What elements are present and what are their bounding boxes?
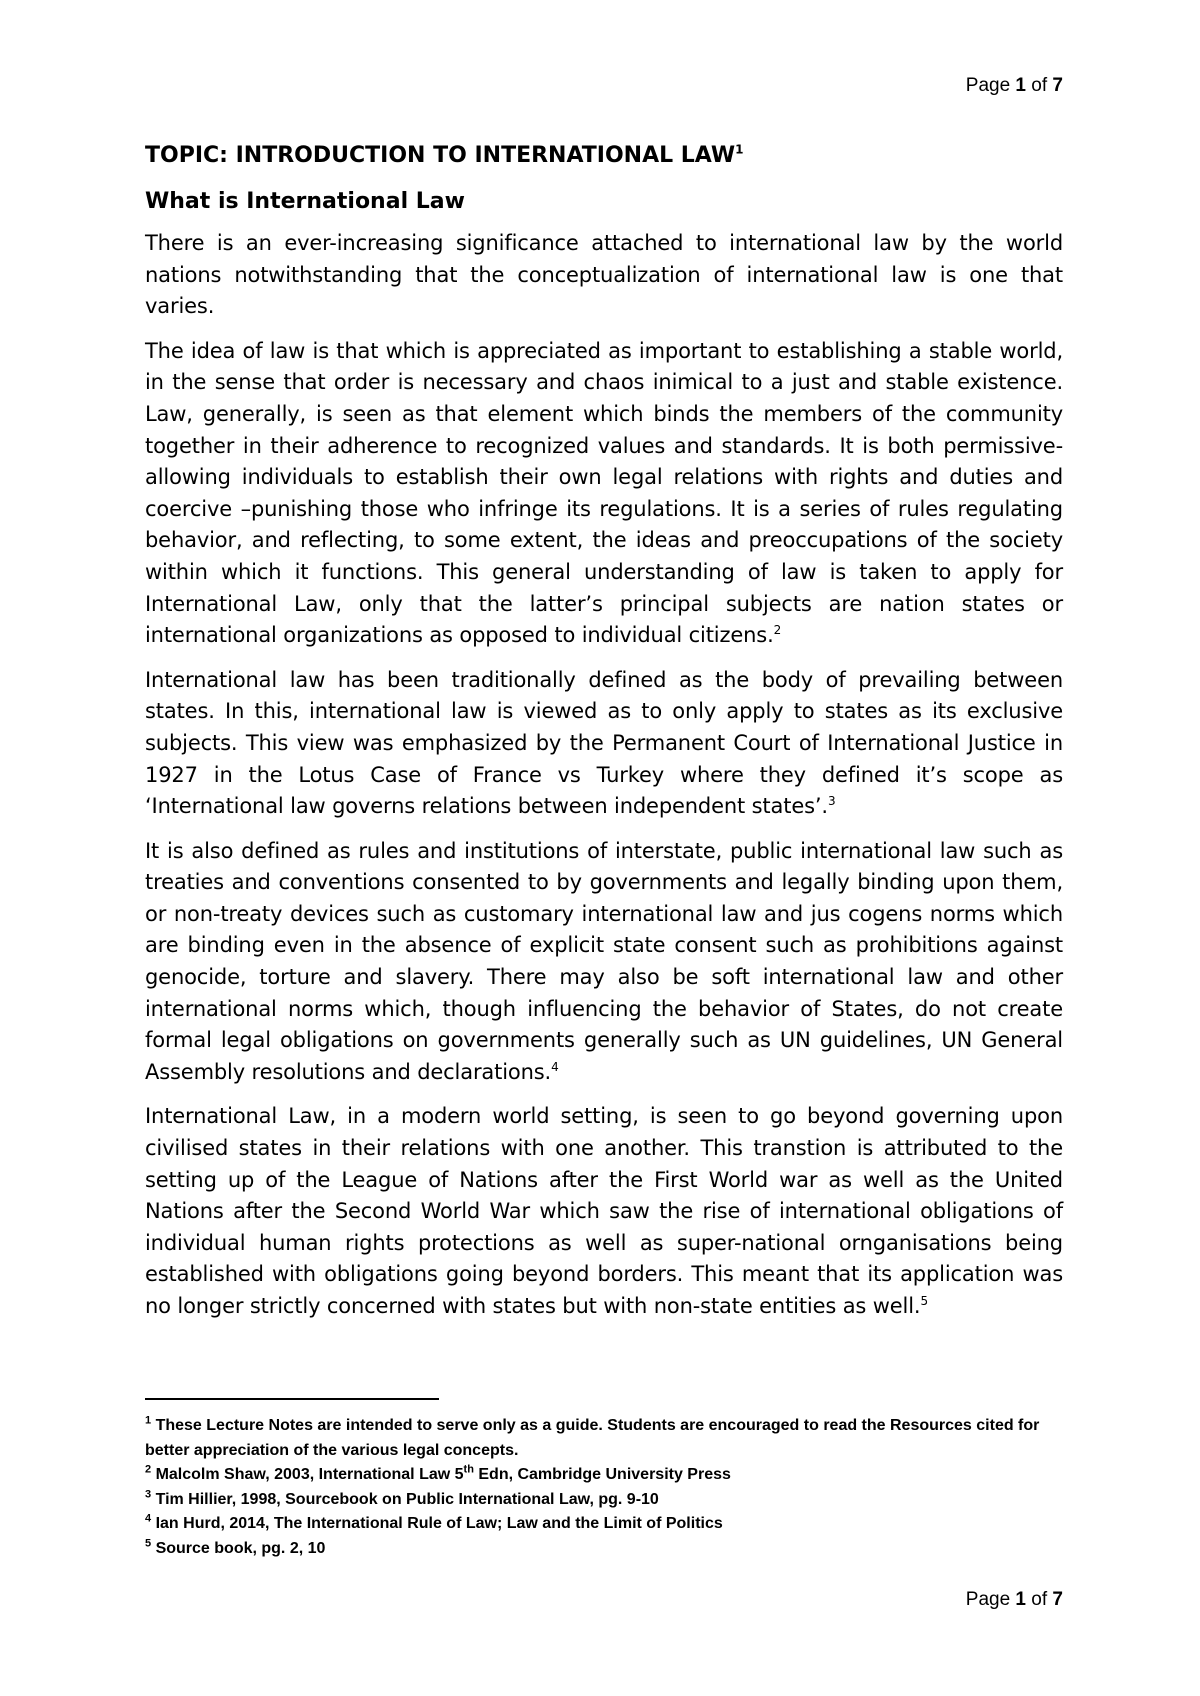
- footnote-ref: 5: [920, 1294, 928, 1308]
- total-pages: 7: [1052, 75, 1063, 96]
- current-page: 1: [1015, 1589, 1026, 1610]
- document-body: [145, 140, 1063, 1336]
- page-number-header: [966, 74, 1063, 98]
- footnote: [145, 1414, 1063, 1463]
- footnote-ref: 1: [735, 142, 744, 157]
- total-pages: 7: [1052, 1589, 1063, 1610]
- footnote-number: 1: [145, 1414, 152, 1427]
- footnote-text: Tim Hillier, 1998, Sourcebook on Public International Law, pg. 9-10: [155, 1490, 659, 1508]
- paragraph-text: It is also defined as rules and institutions of interstate, public international law such as treaties and conventions consented to by governments and legally binding upon them, or non-treaty devices such as customary international law and jus cogens norms which are binding even in the absence of explicit state consent such as prohibitions against genocide, torture and slavery. There may also be soft international law and other international norms which, though influencing the behavior of States, do not create formal legal obligations on governments generally such as UN guidelines, UN General Assembly resolutions and declarations.: [145, 838, 1063, 1084]
- page-label: Page: [965, 75, 1011, 96]
- paragraph: [145, 665, 1063, 823]
- page-number-footer: [966, 1588, 1063, 1612]
- footnote: [145, 1488, 1063, 1513]
- footnote-ref: 3: [827, 794, 836, 809]
- page-label: Page: [965, 1589, 1011, 1610]
- footnote-superscript: th: [463, 1463, 474, 1476]
- page-separator: of: [1031, 75, 1048, 96]
- footnote: [145, 1463, 1063, 1488]
- footnote-text: Source book, pg. 2, 10: [155, 1539, 326, 1557]
- footnotes: [145, 1414, 1063, 1561]
- footnote-number: 2: [145, 1463, 152, 1476]
- paragraph: [145, 1101, 1063, 1322]
- document-title: [145, 140, 1063, 172]
- paragraph: [145, 228, 1063, 323]
- footnote: [145, 1537, 1063, 1562]
- paragraph: [145, 836, 1063, 1089]
- footnote-ref: 4: [551, 1059, 559, 1074]
- footnote-number: 5: [145, 1537, 152, 1550]
- footnote-text: Malcolm Shaw, 2003, International Law 5: [155, 1466, 464, 1483]
- footnote: [145, 1512, 1063, 1537]
- footnote-text: These Lecture Notes are intended to serve only as a guide. Students are encouraged to read the Resources cited for better appreciation of the various legal concepts.: [145, 1417, 1040, 1459]
- footnote-number: 3: [145, 1488, 152, 1501]
- paragraph-text: The idea of law is that which is appreciated as important to establishing a stable world, in the sense that order is necessary and chaos inimical to a just and stable existence. Law, generally, is seen as that element which binds the members of the community together in their adherence to recognized values and standards. It is both permissive-allowing individuals to establish their own legal relations with rights and duties and coercive –punishing those who infringe its regulations. It is a series of rules regulating behavior, and reflecting, to some extent, the ideas and preoccupations of the society within which it functions. This general understanding of law is taken to apply for International Law, only that the latter’s principal subjects are nation states or international organizations as opposed to individual citizens.: [145, 338, 1063, 648]
- footnote-separator: [145, 1398, 439, 1400]
- footnote-ref: 2: [773, 623, 782, 638]
- paragraph-text: International law has been traditionally defined as the body of prevailing between states. In this, international law is viewed as to only apply to states as its exclusive subjects. This view was emphasized by the Permanent Court of International Justice in 1927 in the Lotus Case of France vs Turkey where they defined it’s scope as ‘International law governs relations between independent states’.: [145, 667, 1063, 819]
- footnote-number: 4: [145, 1512, 152, 1525]
- page-separator: of: [1031, 1589, 1048, 1610]
- paragraph: [145, 336, 1063, 652]
- footnote-text-after: Edn, Cambridge University Press: [473, 1466, 731, 1483]
- paragraph-text: International Law, in a modern world setting, is seen to go beyond governing upon civilised states in their relations with one another. This transtion is attributed to the setting up of the League of Nations after the First World war as well as the United Nations after the Second World War which saw the rise of international obligations of individual human rights protections as well as super-national ornganisations being established with obligations going beyond borders. This meant that its application was no longer strictly concerned with states but with non-state entities as well.: [145, 1104, 1063, 1318]
- footnote-text: Ian Hurd, 2014, The International Rule of Law; Law and the Limit of Politics: [155, 1515, 723, 1532]
- current-page: 1: [1015, 75, 1026, 96]
- title-text: TOPIC: INTRODUCTION TO INTERNATIONAL LAW: [145, 143, 736, 168]
- section-heading: What is International Law: [145, 189, 465, 214]
- paragraph-text: There is an ever-increasing significance attached to international law by the world nations notwithstanding that the conceptualization of international law is one that varies.: [145, 231, 1063, 319]
